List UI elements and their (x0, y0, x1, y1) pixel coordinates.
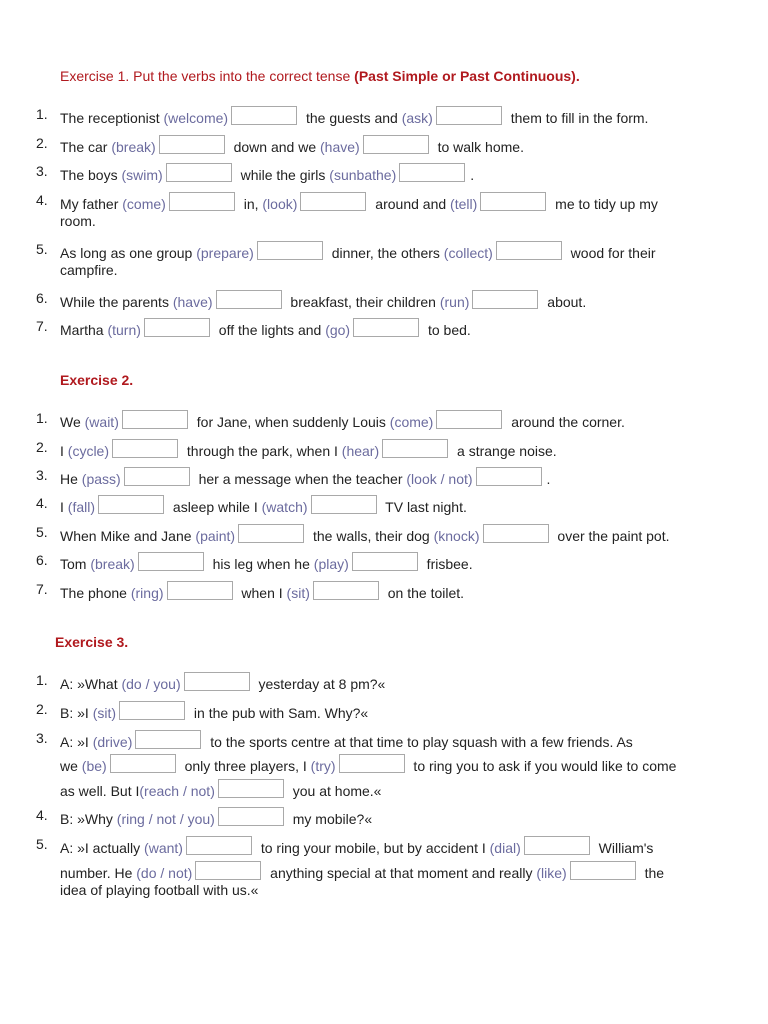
verb-hint: (ring) (130, 585, 164, 601)
verb-hint: (try) (310, 758, 336, 774)
verb-hint: (look / not) (406, 471, 473, 487)
verb-hint: (be) (81, 758, 107, 774)
answer-field[interactable] (480, 192, 546, 211)
answer-field[interactable] (124, 467, 190, 486)
answer-field[interactable] (300, 192, 366, 211)
answer-field[interactable] (483, 524, 549, 543)
answer-field[interactable] (353, 318, 419, 337)
answer-field[interactable] (122, 410, 188, 429)
answer-field[interactable] (238, 524, 304, 543)
answer-field[interactable] (436, 106, 502, 125)
verb-hint: (ring / not / you) (116, 811, 215, 827)
verb-hint: (want) (144, 840, 183, 856)
answer-field[interactable] (570, 861, 636, 880)
verb-hint: (prepare) (196, 245, 254, 261)
verb-hint: (ask) (401, 110, 433, 126)
answer-field[interactable] (195, 861, 261, 880)
verb-hint: (drive) (92, 734, 133, 750)
verb-hint: (cycle) (67, 443, 110, 459)
answer-field[interactable] (110, 754, 176, 773)
verb-hint: (play) (313, 556, 349, 572)
answer-field[interactable] (184, 672, 250, 691)
verb-hint: (have) (320, 139, 360, 155)
answer-field[interactable] (311, 495, 377, 514)
verb-hint: (come) (122, 196, 166, 212)
verb-hint: (pass) (81, 471, 121, 487)
answer-field[interactable] (144, 318, 210, 337)
verb-hint: (tell) (450, 196, 478, 212)
answer-field[interactable] (363, 135, 429, 154)
verb-hint: (like) (536, 865, 567, 881)
verb-hint: (reach / not) (139, 783, 215, 799)
answer-field[interactable] (166, 163, 232, 182)
verb-hint: (do / not) (136, 865, 193, 881)
answer-field[interactable] (472, 290, 538, 309)
exercise-2-title: Exercise 2. (60, 372, 134, 388)
answer-field[interactable] (169, 192, 235, 211)
answer-field[interactable] (524, 836, 590, 855)
verb-hint: (do / you) (121, 676, 181, 692)
answer-field[interactable] (399, 163, 465, 182)
verb-hint: (sunbathe) (329, 167, 397, 183)
answer-field[interactable] (216, 290, 282, 309)
verb-hint: (run) (439, 294, 470, 310)
answer-field[interactable] (218, 779, 284, 798)
verb-hint: (sit) (92, 705, 117, 721)
verb-hint: (sit) (286, 585, 310, 601)
answer-field[interactable] (496, 241, 562, 260)
verb-hint: (collect) (443, 245, 493, 261)
answer-field[interactable] (135, 730, 201, 749)
verb-hint: (turn) (107, 322, 141, 338)
verb-hint: (come) (389, 414, 434, 430)
answer-field[interactable] (313, 581, 379, 600)
verb-hint: (welcome) (163, 110, 229, 126)
answer-field[interactable] (98, 495, 164, 514)
answer-field[interactable] (339, 754, 405, 773)
verb-hint: (hear) (341, 443, 380, 459)
answer-field[interactable] (257, 241, 323, 260)
verb-hint: (have) (172, 294, 213, 310)
verb-hint: (dial) (489, 840, 521, 856)
verb-hint: (go) (325, 322, 351, 338)
exercise-1-title: Exercise 1. Put the verbs into the correct tense (Past Simple or Past Continuous). (60, 68, 580, 84)
answer-field[interactable] (231, 106, 297, 125)
verb-hint: (wait) (84, 414, 119, 430)
exercise-3-title: Exercise 3. (55, 634, 129, 650)
answer-field[interactable] (167, 581, 233, 600)
answer-field[interactable] (352, 552, 418, 571)
answer-field[interactable] (112, 439, 178, 458)
answer-field[interactable] (138, 552, 204, 571)
answer-field[interactable] (436, 410, 502, 429)
answer-field[interactable] (218, 807, 284, 826)
answer-field[interactable] (382, 439, 448, 458)
answer-field[interactable] (119, 701, 185, 720)
verb-hint: (fall) (67, 499, 96, 515)
verb-hint: (break) (90, 556, 135, 572)
verb-hint: (watch) (261, 499, 308, 515)
answer-field[interactable] (159, 135, 225, 154)
answer-field[interactable] (476, 467, 542, 486)
verb-hint: (break) (111, 139, 156, 155)
answer-field[interactable] (186, 836, 252, 855)
verb-hint: (look) (262, 196, 298, 212)
verb-hint: (knock) (433, 528, 480, 544)
verb-hint: (swim) (121, 167, 163, 183)
verb-hint: (paint) (195, 528, 236, 544)
